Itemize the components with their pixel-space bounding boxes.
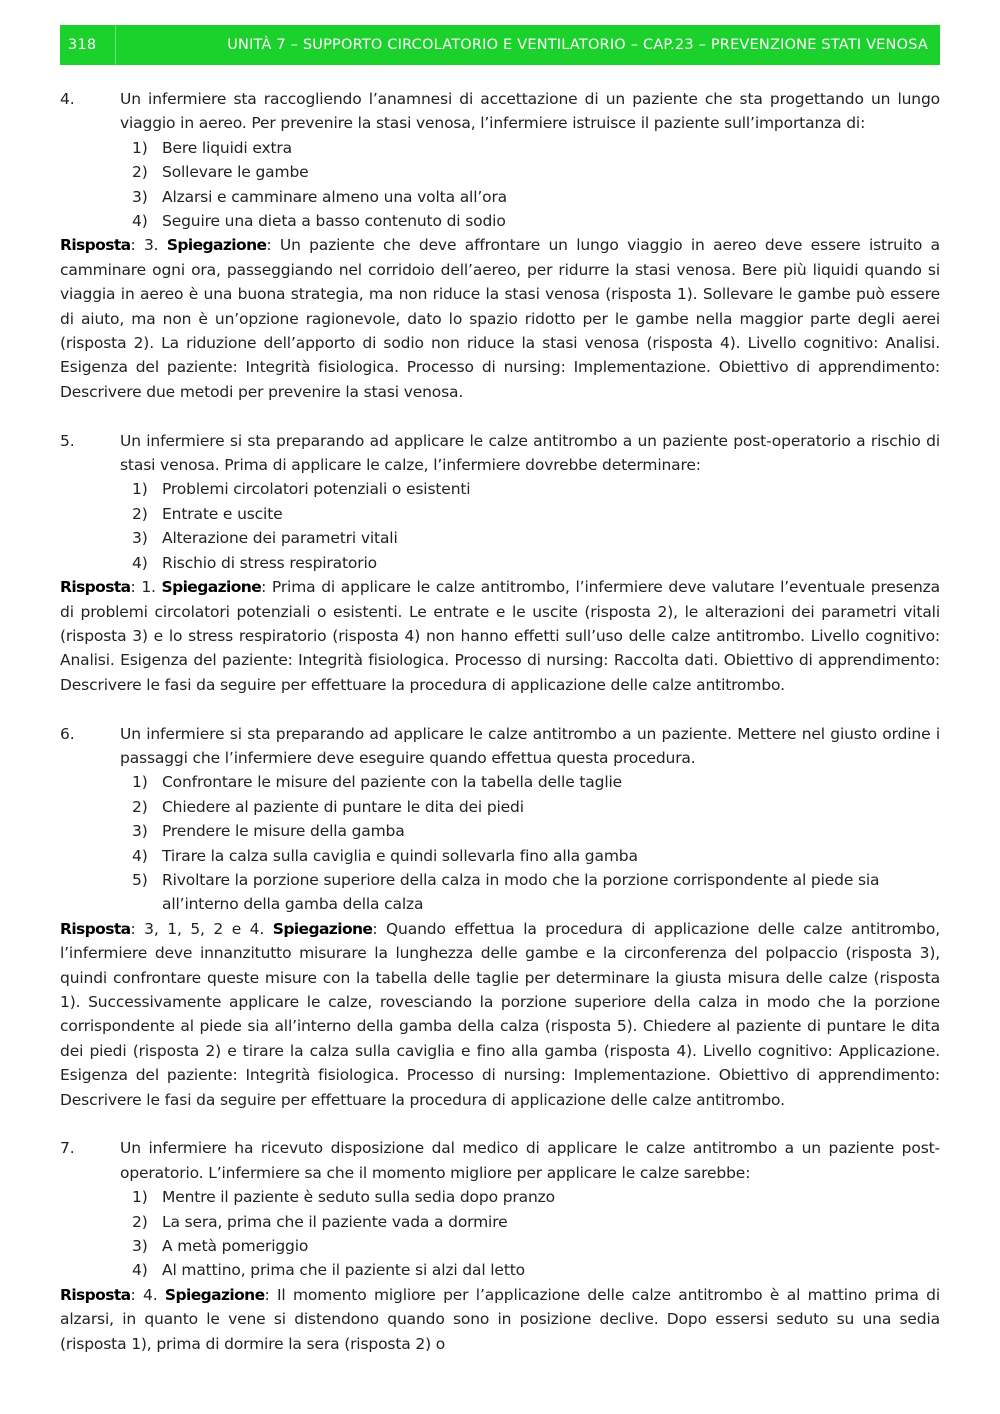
running-title: UNITÀ 7 – SUPPORTO CIRCOLATORIO E VENTILATORIO – CAP.23 – PREVENZIONE STATI VENOSA: [227, 37, 928, 53]
option-item: [132, 209, 940, 233]
explanation-label: Spiegazione: [166, 236, 267, 255]
option-text: Prendere le misure della gamba: [162, 822, 405, 841]
option-number: 5): [132, 870, 148, 889]
option-number: 4): [132, 212, 148, 231]
explanation-label: Spiegazione: [272, 919, 373, 938]
option-item: [132, 136, 940, 160]
option-item: [132, 502, 940, 526]
option-text: Entrate e uscite: [162, 504, 283, 523]
options-list: [60, 770, 940, 916]
answer-paragraph: [60, 575, 940, 697]
option-number: 2): [132, 797, 148, 816]
option-number: 1): [132, 480, 148, 499]
answer-label: Risposta: [60, 236, 131, 255]
option-text: Problemi circolatori potenziali o esistenti: [162, 480, 471, 499]
explanation-text: : Quando effettua la procedura di applicazione delle calze antitrombo, l’infermiere deve innanzitutto misurare la lunghezza delle gambe e la circonferenza del polpaccio (risposta 3), quindi confrontare queste misure con la tabella delle taglie per determinare la giusta misura delle calze (risposta 1). Successivamente applicare le calze, rovesciando la porzione superiore della calza in modo che la porzione corrispondente al piede sia all’interno della gamba della calza (risposta 5). Chiedere al paziente di puntare le dita dei piedi (risposta 2) e tirare la calza sulla caviglia e fino alla gamba (risposta 4). Livello cognitivo: Applicazione. Esigenza del paziente: Integrità fisiologica. Processo di nursing: Implementazione. Obiettivo di apprendimento: Descrivere le fasi da seguire per effettuare la procedura di applicazione delle calze antitrombo.: [60, 919, 940, 1109]
option-number: 2): [132, 1212, 148, 1231]
option-text: Confrontare le misure del paziente con la tabella delle taglie: [162, 773, 623, 792]
option-item: [132, 844, 940, 868]
option-item: [132, 1258, 940, 1282]
explanation-text: : Il momento migliore per l’applicazione delle calze antitrombo è al mattino prima di alzarsi, in quanto le vene si distendono quando sono in posizione declive. Dopo essersi seduto su una sedia (risposta 1), prima di dormire la sera (risposta 2) o: [60, 1285, 940, 1353]
question-text: Un infermiere sta raccogliendo l’anamnesi di accettazione di un paziente che sta progettando un lungo viaggio in aereo. Per prevenire la stasi venosa, l’infermiere istruisce il paziente sull’importanza di:: [120, 90, 940, 133]
option-item: [132, 795, 940, 819]
option-item: [132, 1234, 940, 1258]
question-number: 6.: [60, 724, 75, 743]
option-text: Alterazione dei parametri vitali: [162, 529, 398, 548]
option-item: [132, 1210, 940, 1234]
answer-label: Risposta: [60, 1285, 131, 1304]
question-number: 7.: [60, 1139, 75, 1158]
option-number: 1): [132, 138, 148, 157]
option-number: 3): [132, 1237, 148, 1256]
option-item: [132, 868, 940, 917]
question-7: [60, 1136, 940, 1356]
page-header: [60, 25, 940, 65]
answer-paragraph: [60, 1283, 940, 1356]
option-item: [132, 477, 940, 501]
question-stem: [60, 722, 940, 771]
question-stem: [60, 429, 940, 478]
option-text: La sera, prima che il paziente vada a dormire: [162, 1212, 508, 1231]
option-item: [132, 1185, 940, 1209]
question-text: Un infermiere si sta preparando ad applicare le calze antitrombo a un paziente post-operatorio a rischio di stasi venosa. Prima di applicare le calze, l’infermiere dovrebbe determinare:: [120, 431, 940, 475]
option-number: 2): [132, 163, 148, 182]
option-item: [132, 526, 940, 550]
options-list: [60, 477, 940, 575]
answer-value: : 3, 1, 5, 2 e 4.: [130, 919, 273, 938]
answer-value: : 3.: [130, 236, 167, 255]
option-text: A metà pomeriggio: [162, 1237, 309, 1256]
option-item: [132, 770, 940, 794]
option-item: [132, 819, 940, 843]
question-number: 4.: [60, 90, 75, 108]
option-number: 4): [132, 1261, 148, 1280]
question-number: 5.: [60, 431, 75, 450]
option-text: Bere liquidi extra: [162, 138, 293, 157]
option-number: 3): [132, 187, 148, 206]
explanation-text: : Prima di applicare le calze antitrombo, l’infermiere deve valutare l’eventuale presenza di problemi circolatori potenziali o esistenti. Le entrate e le uscite (risposta 2), le alterazioni dei parametri vitali (risposta 3) e lo stress respiratorio (risposta 4) non hanno effetti sull’uso delle calze antitrombo. Livello cognitivo: Analisi. Esigenza del paziente: Integrità fisiologica. Processo di nursing: Raccolta dati. Obiettivo di apprendimento: Descrivere le fasi da seguire per effettuare la procedura di applicazione delle calze antitrombo.: [60, 578, 940, 694]
option-text: Tirare la calza sulla caviglia e quindi sollevarla fino alla gamba: [162, 846, 638, 865]
option-number: 3): [132, 529, 148, 548]
options-list: [60, 1185, 940, 1283]
option-number: 2): [132, 504, 148, 523]
question-6: [60, 722, 940, 1113]
question-4: [60, 87, 940, 404]
answer-paragraph: [60, 233, 940, 404]
question-stem: [60, 1136, 940, 1185]
explanation-label: Spiegazione: [164, 1285, 265, 1304]
option-number: 4): [132, 553, 148, 572]
option-text: Mentre il paziente è seduto sulla sedia dopo pranzo: [162, 1188, 555, 1207]
question-text: Un infermiere si sta preparando ad applicare le calze antitrombo a un paziente. Mettere nel giusto ordine i passaggi che l’infermiere deve eseguire quando effettua questa procedura.: [120, 724, 940, 767]
option-text: Rivoltare la porzione superiore della calza in modo che la porzione corrispondente al piede sia all’interno della gamba della calza: [162, 870, 880, 914]
option-text: Chiedere al paziente di puntare le dita dei piedi: [162, 797, 524, 816]
option-item: [132, 160, 940, 184]
option-text: Alzarsi e camminare almeno una volta all’ora: [162, 187, 508, 206]
answer-value: : 4.: [130, 1285, 165, 1304]
answer-value: : 1.: [130, 578, 162, 597]
option-text: Rischio di stress respiratorio: [162, 553, 377, 572]
explanation-text: : Un paziente che deve affrontare un lungo viaggio in aereo deve essere istruito a camminare ogni ora, passeggiando nel corridoio dell’aereo, per ridurre la stasi venosa. Bere più liquidi quando si viaggia in aereo è una buona strategia, ma non riduce la stasi venosa (risposta 1). Sollevare le gambe può essere di aiuto, ma non è un’opzione ragionevole, dato lo spazio ridotto per le gambe nella maggior parte degli aerei (risposta 2). La riduzione dell’apporto di sodio non riduce la stasi venosa (risposta 4). Livello cognitivo: Analisi. Esigenza del paziente: Integrità fisiologica. Processo di nursing: Implementazione. Obiettivo di apprendimento: Descrivere due metodi per prevenire la stasi venosa.: [60, 236, 940, 401]
answer-label: Risposta: [60, 578, 131, 597]
option-text: Sollevare le gambe: [162, 163, 309, 182]
question-stem: [60, 87, 940, 136]
option-number: 1): [132, 1188, 148, 1207]
option-number: 4): [132, 846, 148, 865]
option-number: 3): [132, 822, 148, 841]
option-number: 1): [132, 773, 148, 792]
question-5: [60, 429, 940, 697]
option-item: [132, 185, 940, 209]
options-list: [60, 136, 940, 234]
answer-paragraph: [60, 917, 940, 1112]
explanation-label: Spiegazione: [161, 578, 262, 597]
answer-label: Risposta: [60, 919, 131, 938]
option-text: Al mattino, prima che il paziente si alzi dal letto: [162, 1261, 526, 1280]
page-number: 318: [60, 25, 116, 65]
question-text: Un infermiere ha ricevuto disposizione dal medico di applicare le calze antitrombo a un paziente post-operatorio. L’infermiere sa che il momento migliore per applicare le calze sarebbe:: [120, 1139, 940, 1182]
page-content: [60, 87, 940, 1356]
option-item: [132, 551, 940, 575]
option-text: Seguire una dieta a basso contenuto di sodio: [162, 212, 506, 231]
